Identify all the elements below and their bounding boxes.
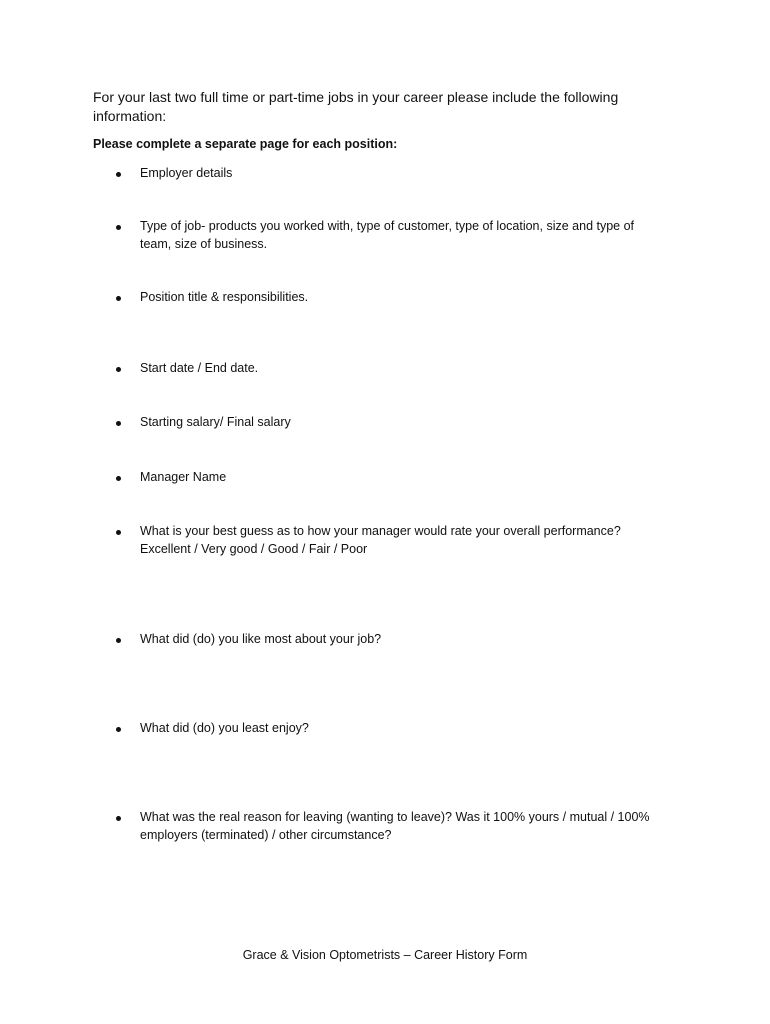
bullet-icon bbox=[116, 421, 121, 426]
intro-paragraph: For your last two full time or part-time jobs in your career please include the following information: bbox=[93, 89, 619, 124]
bullet-icon bbox=[116, 367, 121, 372]
list-item-text: What did (do) you least enjoy? bbox=[140, 721, 309, 735]
list-item-text: What is your best guess as to how your manager would rate your overall performance? bbox=[140, 524, 621, 538]
list-item-text: What did (do) you like most about your job? bbox=[140, 632, 382, 646]
bullet-icon bbox=[116, 296, 121, 301]
list-item-text-continued: team, size of business. bbox=[140, 236, 268, 251]
list-item-text: Start date / End date. bbox=[140, 361, 259, 375]
list-item-text-continued: Excellent / Very good / Good / Fair / Poor bbox=[140, 541, 368, 556]
bullet-icon bbox=[116, 816, 121, 821]
list-item-text: Employer details bbox=[140, 166, 233, 180]
instruction-heading: Please complete a separate page for each position: bbox=[93, 137, 398, 151]
list-item-text: Starting salary/ Final salary bbox=[140, 415, 291, 429]
page-footer: Grace & Vision Optometrists – Career History Form bbox=[242, 948, 528, 962]
bullet-icon bbox=[116, 638, 121, 643]
list-item-text-continued: employers (terminated) / other circumstance? bbox=[140, 827, 392, 842]
list-item-text: Manager Name bbox=[140, 470, 227, 484]
bullet-icon bbox=[116, 172, 121, 177]
bullet-icon bbox=[116, 727, 121, 732]
list-item-text: Position title & responsibilities. bbox=[140, 290, 309, 304]
list-item-text: Type of job- products you worked with, type of customer, type of location, size and type of bbox=[140, 219, 635, 233]
bullet-icon bbox=[116, 530, 121, 535]
bullet-icon bbox=[116, 225, 121, 230]
bullet-icon bbox=[116, 476, 121, 481]
list-item-text: What was the real reason for leaving (wanting to leave)? Was it 100% yours / mutual / 100% bbox=[140, 810, 650, 824]
